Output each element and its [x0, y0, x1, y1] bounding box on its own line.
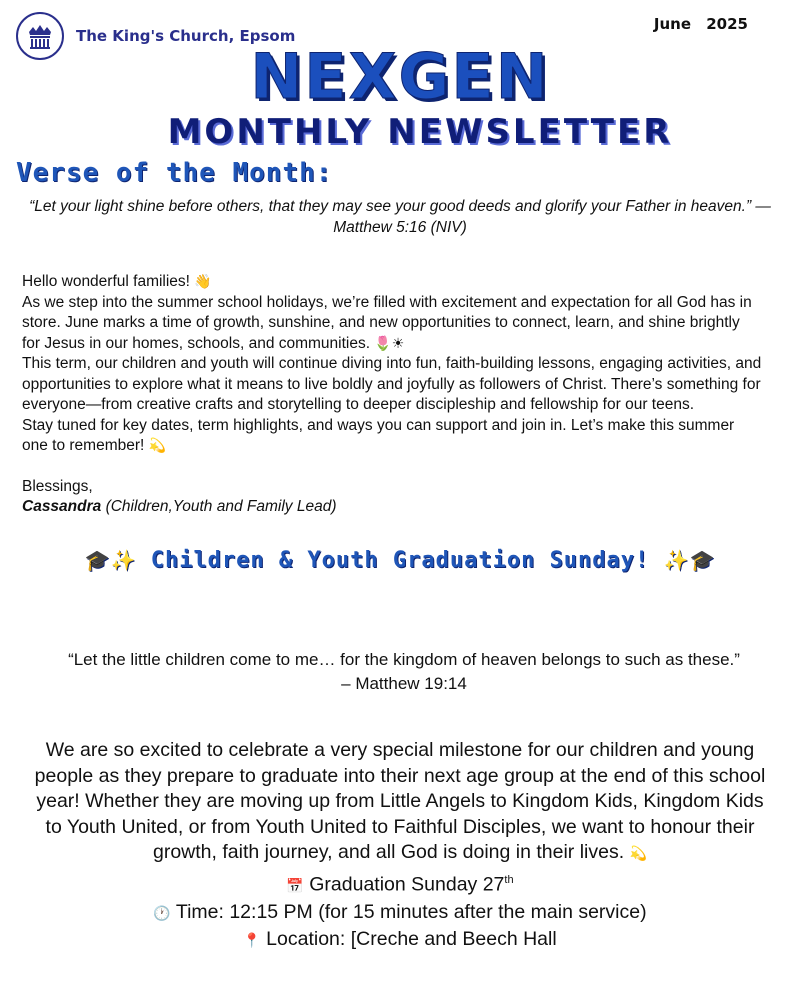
graduation-location: [30, 927, 770, 955]
verse-heading: Verse of the Month:: [16, 158, 333, 188]
graduation-quote-line-1: “Let the little children come to me… for the kingdom of heaven belongs to such as these.”: [68, 650, 740, 669]
author-role: (Children,Youth and Family Lead): [105, 498, 337, 515]
graduation-date: [30, 868, 770, 900]
newsletter-date: [654, 15, 748, 33]
newsletter-title: NEXGEN: [250, 40, 550, 113]
sparkle-star-icon: 💫: [148, 438, 167, 454]
graduation-quote-line-2: – Matthew 19:14: [341, 674, 467, 693]
graduation-location-text: Location: [Creche and Beech Hall: [266, 928, 557, 950]
intro-paragraph-3-text: Stay tuned for key dates, term highlights, and ways you can support and join in. Let’s make this summer one to remember!: [22, 416, 735, 454]
graduation-body-text: We are so excited to celebrate a very special milestone for our children and young people as they prepare to graduate into their next age group at the end of this school year! Whether they are moving up from Little Angels to Kingdom Kids, Kingdom Kids to Youth United, or from Youth United to Faithful Disciples, we want to honour their growth, faith journey, and all God is doing in their lives.: [34, 739, 766, 863]
location-pin-icon: 📍: [243, 933, 261, 949]
dizzy-star-icon: 💫: [629, 846, 647, 862]
signoff: Blessings,: [22, 477, 93, 495]
church-name: The King's Church, Epsom: [76, 27, 296, 45]
intro-paragraph-2: This term, our children and youth will continue diving into fun, faith-building lessons, engaging activities, and opportunities to explore what it means to live boldly and joyfully as followers of Christ. There’s something for everyone—from creative crafts and storytelling to deeper discipleship and fellowship for our teens.: [22, 355, 762, 413]
sparkles-icon: ✨🎓: [663, 548, 716, 572]
graduation-details: [30, 738, 770, 955]
intro-paragraph-3: [22, 416, 762, 457]
graduation-time-text: Time: 12:15 PM (for 15 minutes after the main service): [175, 900, 647, 923]
graduation-body: [30, 738, 770, 868]
greeting-text: Hello wonderful families!: [22, 273, 190, 290]
calendar-icon: 📅: [286, 878, 304, 894]
greeting: [22, 272, 762, 293]
intro-paragraph-1-text: As we step into the summer school holidays, we’re filled with excitement and expectation for all God has in store. June marks a time of growth, sunshine, and new opportunities to connect, learn, and shine brightly for Jesus in our homes, schools, and communities.: [22, 293, 752, 352]
graduation-quote: [0, 648, 800, 696]
graduation-date-suffix: th: [504, 873, 514, 886]
verse-text: “Let your light shine before others, that they may see your good deeds and glorify your Father in heaven.” — Matthew 5:16 (NIV): [29, 198, 771, 236]
newsletter-month: June: [653, 15, 692, 33]
flower-sun-icon: 🌷☀: [374, 335, 405, 352]
intro-paragraph-1: [22, 293, 762, 355]
graduation-heading: [0, 548, 800, 573]
graduation-date-text: Graduation Sunday 27: [309, 873, 505, 895]
author-name: Cassandra: [22, 498, 102, 515]
graduation-time: [30, 900, 770, 928]
graduation-heading-text: Children & Youth Graduation Sunday!: [150, 548, 650, 573]
graduation-cap-icon: 🎓✨: [84, 548, 137, 572]
clock-icon: 🕐: [153, 905, 171, 922]
newsletter-year: 2025: [706, 15, 748, 33]
waving-hand-icon: 👋: [194, 274, 212, 290]
newsletter-subtitle: MONTHLY NEWSLETTER: [167, 112, 673, 152]
author-line: [22, 497, 762, 518]
intro-letter: [22, 272, 762, 518]
